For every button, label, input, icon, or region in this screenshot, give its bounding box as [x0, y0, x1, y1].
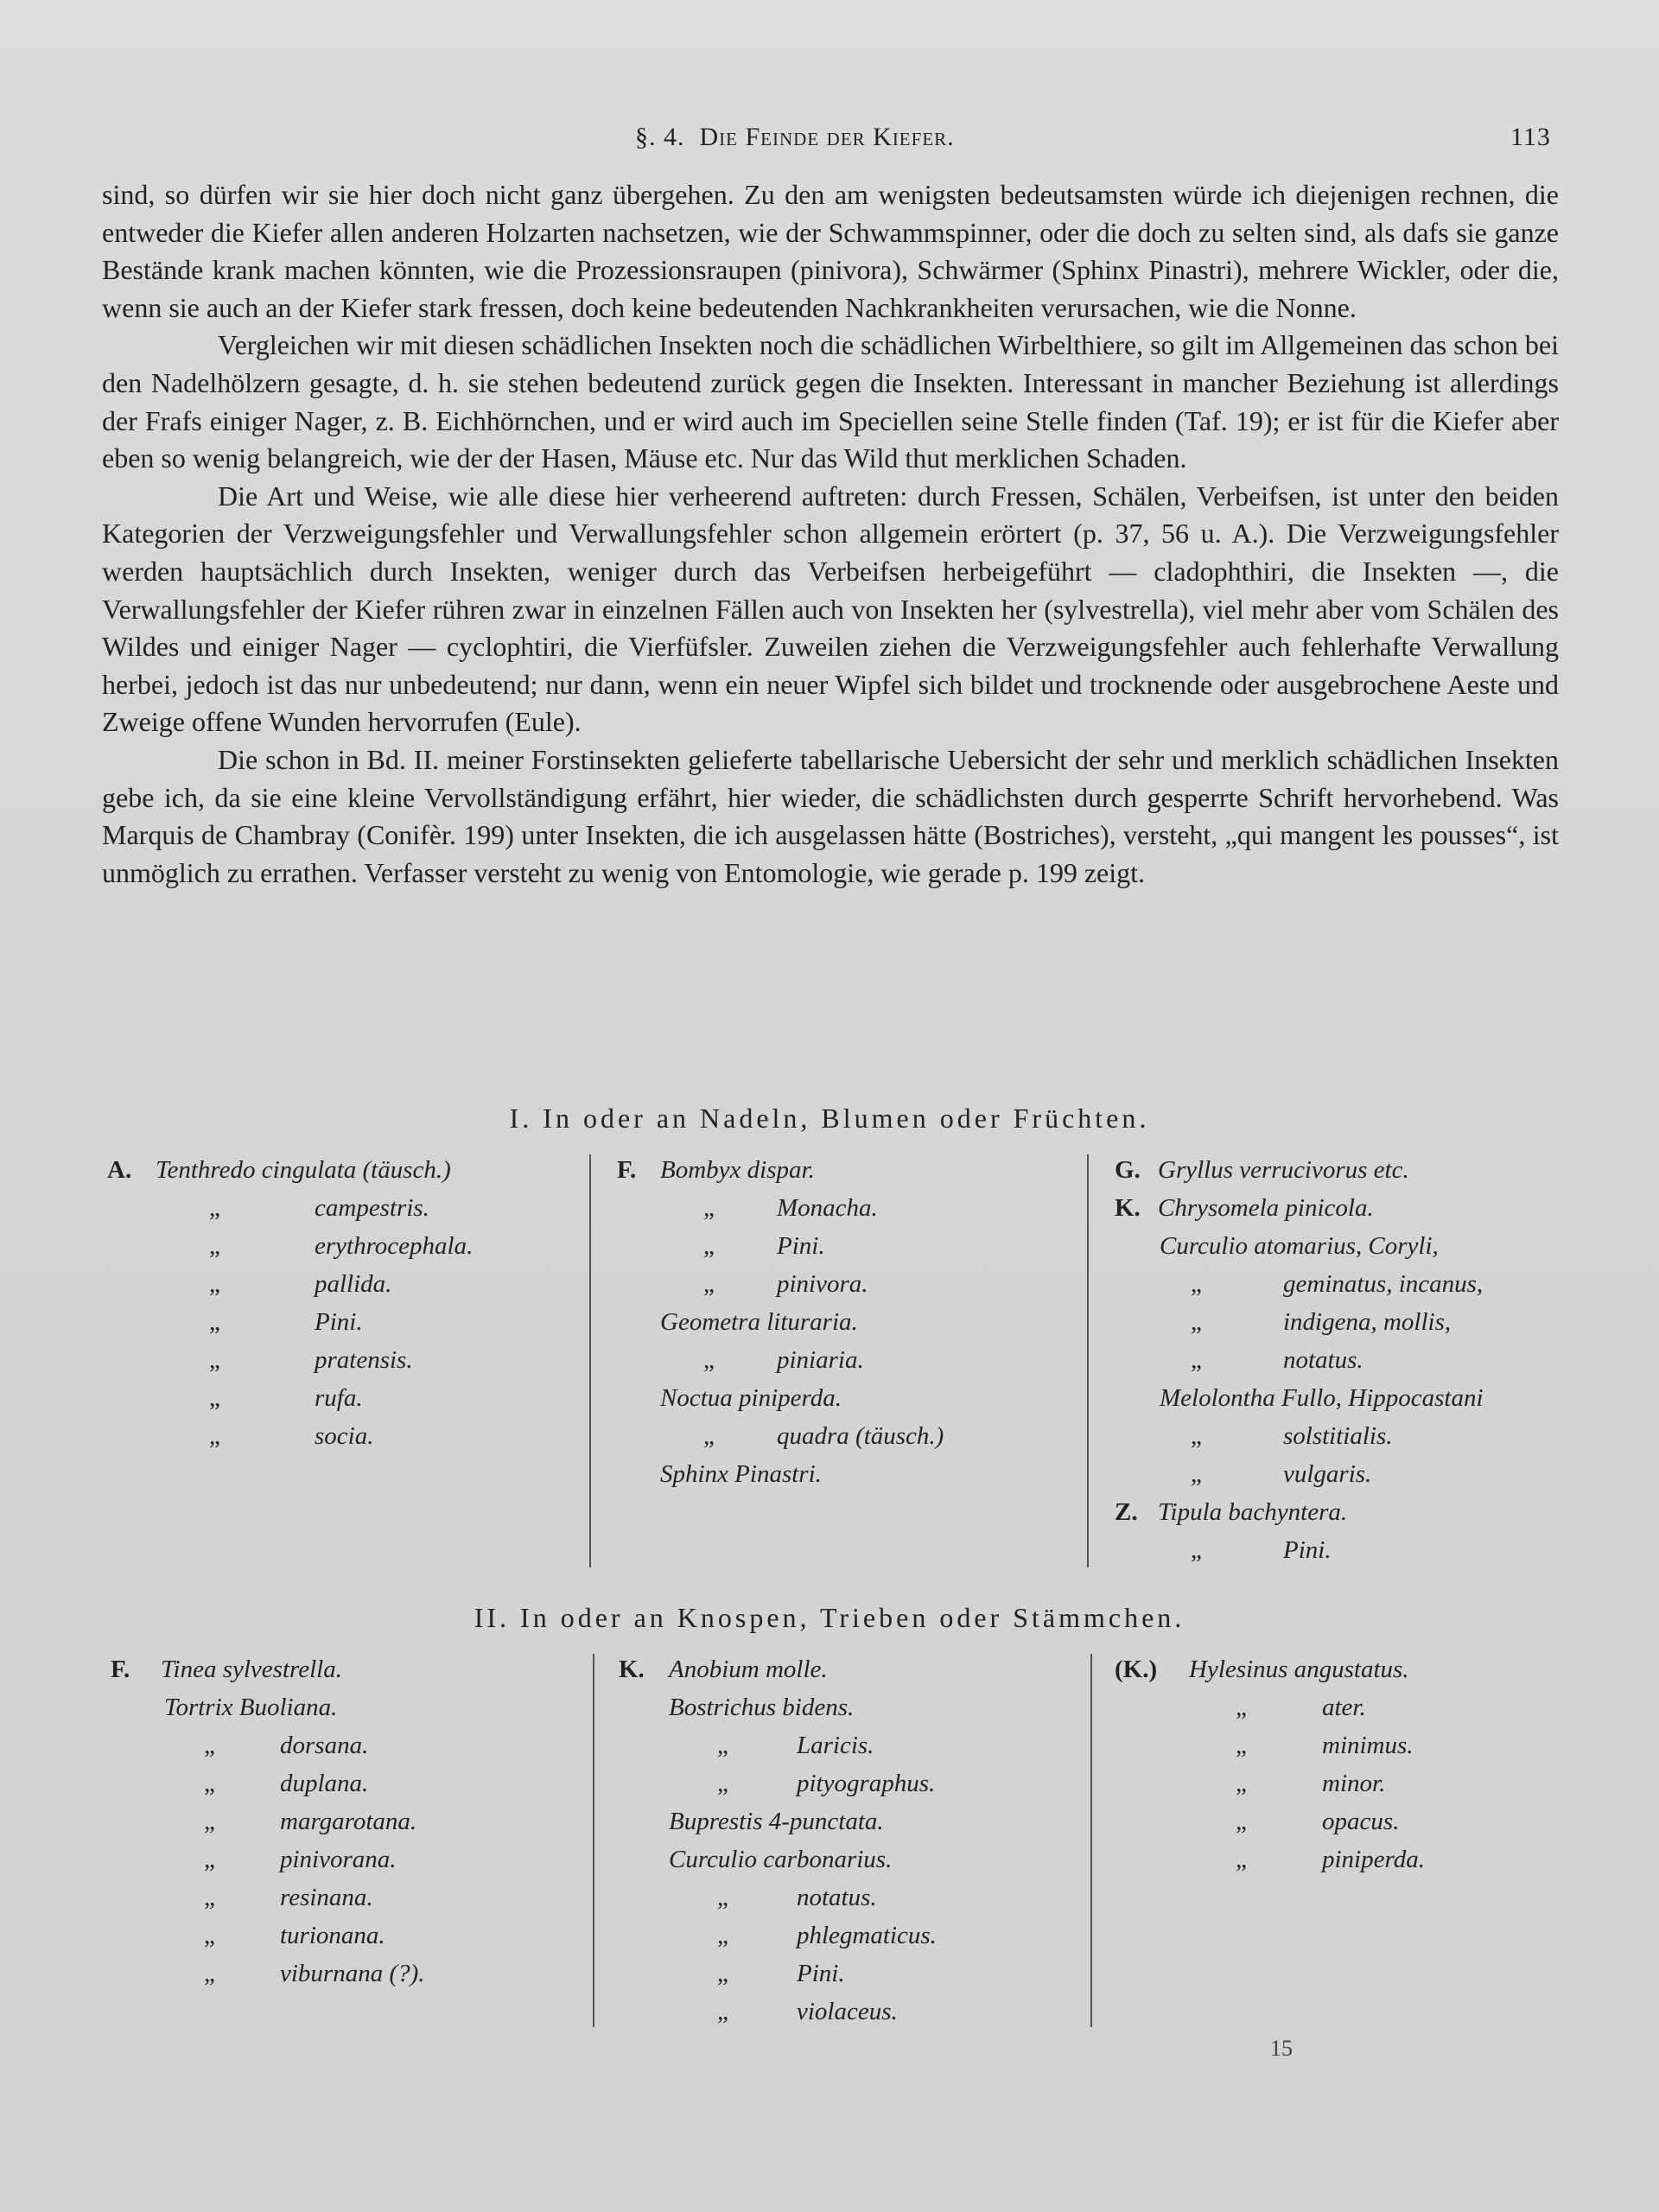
species-name: Geometra lituraria. [660, 1308, 858, 1336]
species-name: Sphinx Pinastri. [660, 1460, 822, 1488]
species-name: quadra (täusch.) [777, 1422, 944, 1450]
species-name: Hylesinus angustatus. [1189, 1656, 1409, 1683]
species-entry [1115, 1764, 1564, 1802]
species-entry [1115, 1341, 1564, 1379]
species-name: violaceus. [797, 1998, 898, 2025]
species-name: Tinea sylvestrella. [161, 1656, 342, 1683]
table2-column-3 [1115, 1650, 1564, 1878]
species-entry [619, 1650, 1085, 1688]
species-entry [619, 1878, 1085, 1916]
species-name: Noctua piniperda. [660, 1384, 842, 1412]
ditto-mark: „ [717, 1770, 728, 1797]
ditto-mark: „ [717, 1998, 728, 2025]
species-entry [617, 1417, 1084, 1455]
ditto-mark: „ [703, 1232, 715, 1260]
species-name: Buprestis 4-punctata. [669, 1808, 884, 1835]
family-letter: (K.) [1115, 1656, 1158, 1683]
paragraph-2: Vergleichen wir mit diesen schädlichen Insekten noch die schädlichen Wirbelthiere, so gilt im Allgemeinen das schon bei den Nadelhölzern gesagte, d. h. sie stehen bedeutend zurück gegen die Insekten. Interessant in mancher Beziehung ist allerdings der Frafs einiger Nager, z. B. Eichhörnchen, und er wird auch im Speciellen seine Stelle finden (Taf. 19); er ist für die Kiefer aber eben so wenig belangreich, wie der der Hasen, Mäuse etc. Nur das Wild thut merklichen Schaden. [102, 329, 1559, 474]
species-name: Tipula bachyntera. [1158, 1498, 1348, 1526]
species-entry [1115, 1531, 1564, 1569]
species-entry [1115, 1455, 1564, 1493]
species-name: ater. [1322, 1694, 1366, 1721]
species-name: Pini. [1283, 1536, 1332, 1564]
paragraph-3: Die Art und Weise, wie alle diese hier verheerend auftreten: durch Fressen, Schälen, Verbeifsen, ist unter den beiden Kategorien der Verzweigungsfehler und Verwallungsfehler schon allgemein erörtert (p. 37, 56 u. A.). Die Verzweigungsfehler werden hauptsächlich durch Insekten, weniger durch das Verbeifsen herbeigeführt — cladophthiri, die Insekten —, die Verwallungsfehler der Kiefer rühren zwar in einzelnen Fällen auch von Insekten her (sylvestrella), viel mehr aber vom Schälen des Wildes und einiger Nager — cyclophtiri, die Vierfüfsler. Zuweilen ziehen die Verzweigungsfehler auch fehlerhafte Verwallung herbei, jedoch ist das nur unbedeutend; nur dann, wenn ein neuer Wipfel sich bildet und trocknende oder ausgebrochene Aeste und Zweige offene Wunden hervorrufen (Eule). [102, 480, 1559, 738]
ditto-mark: „ [1191, 1308, 1202, 1336]
species-name: erythrocephala. [315, 1232, 474, 1260]
page-number: 113 [1510, 123, 1551, 151]
table1-column-2 [617, 1151, 1084, 1493]
species-entry [617, 1341, 1084, 1379]
species-entry [1115, 1303, 1564, 1341]
species-entry [107, 1151, 591, 1189]
species-entry [1115, 1802, 1564, 1840]
species-entry [619, 1802, 1085, 1840]
species-name: Melolontha Fullo, Hippocastani [1160, 1384, 1484, 1412]
table2-column-1 [111, 1650, 594, 1993]
species-entry [1115, 1189, 1564, 1227]
species-name: Pini. [797, 1960, 845, 1987]
species-entry [619, 1688, 1085, 1726]
species-name: notatus. [1283, 1346, 1363, 1374]
body-text [102, 176, 1559, 892]
species-name: opacus. [1322, 1808, 1400, 1835]
species-name: geminatus, incanus, [1283, 1270, 1484, 1298]
species-name: minimus. [1322, 1732, 1414, 1759]
species-entry [617, 1303, 1084, 1341]
section-heading-2: II. In oder an Knospen, Trieben oder Stämmchen. [474, 1602, 1185, 1633]
species-name: Laricis. [797, 1732, 874, 1759]
table2-column-2 [619, 1650, 1085, 2031]
species-entry [1115, 1650, 1564, 1688]
section-heading-1: I. In oder an Nadeln, Blumen oder Früchten. [509, 1103, 1150, 1134]
ditto-mark: „ [209, 1270, 220, 1298]
species-name: Bostrichus bidens. [669, 1694, 855, 1721]
species-name: Monacha. [777, 1194, 878, 1222]
species-entry [111, 1916, 594, 1955]
species-name: pityographus. [797, 1770, 936, 1797]
family-letter: K. [619, 1656, 645, 1683]
species-entry [1115, 1227, 1564, 1265]
species-name: solstitialis. [1283, 1422, 1393, 1450]
ditto-mark: „ [204, 1884, 215, 1911]
running-header [0, 123, 1659, 157]
species-entry [619, 1916, 1085, 1955]
ditto-mark: „ [209, 1308, 220, 1336]
species-name: turionana. [280, 1922, 385, 1949]
species-name: Gryllus verrucivorus etc. [1158, 1156, 1409, 1184]
ditto-mark: „ [717, 1884, 728, 1911]
species-entry [111, 1840, 594, 1878]
ditto-mark: „ [703, 1422, 715, 1450]
ditto-mark: „ [204, 1770, 215, 1797]
ditto-mark: „ [204, 1922, 215, 1949]
family-letter: K. [1115, 1194, 1141, 1222]
ditto-mark: „ [204, 1846, 215, 1873]
species-name: notatus. [797, 1884, 877, 1911]
family-letter: F. [617, 1156, 637, 1184]
species-entry [107, 1189, 591, 1227]
species-entry [111, 1955, 594, 1993]
column-divider [593, 1654, 594, 2027]
species-name: phlegmaticus. [797, 1922, 937, 1949]
species-name: vulgaris. [1283, 1460, 1372, 1488]
species-entry [617, 1265, 1084, 1303]
family-letter: F. [111, 1656, 130, 1683]
ditto-mark: „ [209, 1346, 220, 1374]
species-name: indigena, mollis, [1283, 1308, 1452, 1336]
ditto-mark: „ [1236, 1770, 1247, 1797]
species-entry [107, 1417, 591, 1455]
family-letter: Z. [1115, 1498, 1138, 1526]
species-entry [619, 1726, 1085, 1764]
species-entry [619, 1993, 1085, 2031]
species-entry [107, 1303, 591, 1341]
paragraph-1: sind, so dürfen wir sie hier doch nicht ganz übergehen. Zu den am wenigsten bedeutsamsten würde ich diejenigen rechnen, die entweder die Kiefer allen anderen Holzarten nachsetzen, wie der Schwammspinner, oder die doch zu selten sind, als dafs sie ganze Bestände krank machen könnten, wie die Prozessionsraupen (pinivora), Schwärmer (Sphinx Pinastri), mehrere Wickler, oder die, wenn sie auch an der Kiefer stark fressen, doch keine bedeutenden Nachkrankheiten verursachen, wie die Nonne. [102, 179, 1559, 323]
ditto-mark: „ [204, 1732, 215, 1759]
paragraph-4: Die schon in Bd. II. meiner Forstinsekten gelieferte tabellarische Uebersicht der sehr und merklich schädlichen Insekten gebe ich, da sie eine kleine Vervollständigung erfährt, hier wieder, die schädlichsten durch gesperrte Schrift hervorhebend. Was Marquis de Chambray (Conifèr. 199) unter Insekten, die ich ausgelassen hätte (Bostriches), versteht, „qui mangent les pousses“, ist unmöglich zu errathen. Verfasser versteht zu wenig von Entomologie, wie gerade p. 199 zeigt. [102, 743, 1559, 888]
species-entry [619, 1840, 1085, 1878]
ditto-mark: „ [209, 1384, 220, 1412]
species-name: minor. [1322, 1770, 1386, 1797]
ditto-mark: „ [204, 1960, 215, 1987]
ditto-mark: „ [1191, 1270, 1202, 1298]
species-name: pinivora. [777, 1270, 868, 1298]
species-entry [111, 1764, 594, 1802]
species-entry [111, 1650, 594, 1688]
ditto-mark: „ [717, 1960, 728, 1987]
species-name: piniperda. [1322, 1846, 1425, 1873]
species-entry [111, 1878, 594, 1916]
species-entry [617, 1379, 1084, 1417]
ditto-mark: „ [1236, 1808, 1247, 1835]
ditto-mark: „ [717, 1732, 728, 1759]
species-entry [617, 1189, 1084, 1227]
species-name: resinana. [280, 1884, 373, 1911]
ditto-mark: „ [1191, 1536, 1202, 1564]
column-divider [589, 1154, 591, 1567]
table1-column-1 [107, 1151, 591, 1455]
species-entry [111, 1688, 594, 1726]
species-name: Curculio atomarius, Coryli, [1160, 1232, 1439, 1260]
header-title: §. 4. Die Feinde der Kiefer. [635, 123, 955, 151]
ditto-mark: „ [703, 1346, 715, 1374]
species-entry [1115, 1688, 1564, 1726]
species-entry [1115, 1151, 1564, 1189]
species-entry [107, 1341, 591, 1379]
species-entry [1115, 1840, 1564, 1878]
species-name: pinivorana. [280, 1846, 397, 1873]
species-entry [619, 1764, 1085, 1802]
column-divider [1087, 1154, 1089, 1567]
species-entry [1115, 1493, 1564, 1531]
species-entry [111, 1802, 594, 1840]
ditto-mark: „ [209, 1194, 220, 1222]
species-name: Tenthredo cingulata (täusch.) [156, 1156, 451, 1184]
printer-signature: 15 [1270, 2036, 1293, 2061]
family-letter: A. [107, 1156, 132, 1184]
species-name: rufa. [315, 1384, 363, 1412]
species-name: campestris. [315, 1194, 429, 1222]
ditto-mark: „ [717, 1922, 728, 1949]
ditto-mark: „ [209, 1232, 220, 1260]
ditto-mark: „ [1191, 1460, 1202, 1488]
species-name: dorsana. [280, 1732, 369, 1759]
species-entry [111, 1726, 594, 1764]
species-entry [107, 1227, 591, 1265]
ditto-mark: „ [209, 1422, 220, 1450]
species-name: Chrysomela pinicola. [1158, 1194, 1374, 1222]
ditto-mark: „ [1191, 1422, 1202, 1450]
species-name: piniaria. [777, 1346, 864, 1374]
species-entry [1115, 1726, 1564, 1764]
species-name: socia. [315, 1422, 374, 1450]
ditto-mark: „ [703, 1270, 715, 1298]
ditto-mark: „ [1236, 1732, 1247, 1759]
species-entry [1115, 1265, 1564, 1303]
species-name: Tortrix Buoliana. [164, 1694, 338, 1721]
insect-table-1 [0, 1151, 1659, 1571]
species-entry [1115, 1417, 1564, 1455]
species-entry [617, 1151, 1084, 1189]
insect-table-2 [0, 1650, 1659, 2031]
species-name: Anobium molle. [669, 1656, 828, 1683]
species-entry [107, 1379, 591, 1417]
ditto-mark: „ [1236, 1846, 1247, 1873]
species-entry [619, 1955, 1085, 1993]
species-name: Curculio carbonarius. [669, 1846, 893, 1873]
species-entry [617, 1227, 1084, 1265]
species-entry [1115, 1379, 1564, 1417]
table1-column-3 [1115, 1151, 1564, 1569]
species-name: Bombyx dispar. [660, 1156, 815, 1184]
species-name: pratensis. [315, 1346, 413, 1374]
species-name: margarotana. [280, 1808, 417, 1835]
column-divider [1090, 1654, 1092, 2027]
species-name: pallida. [315, 1270, 392, 1298]
ditto-mark: „ [1236, 1694, 1247, 1721]
species-name: Pini. [777, 1232, 825, 1260]
species-name: viburnana (?). [280, 1960, 425, 1987]
species-name: duplana. [280, 1770, 369, 1797]
ditto-mark: „ [703, 1194, 715, 1222]
species-entry [107, 1265, 591, 1303]
species-name: Pini. [315, 1308, 363, 1336]
ditto-mark: „ [204, 1808, 215, 1835]
species-entry [617, 1455, 1084, 1493]
family-letter: G. [1115, 1156, 1141, 1184]
ditto-mark: „ [1191, 1346, 1202, 1374]
